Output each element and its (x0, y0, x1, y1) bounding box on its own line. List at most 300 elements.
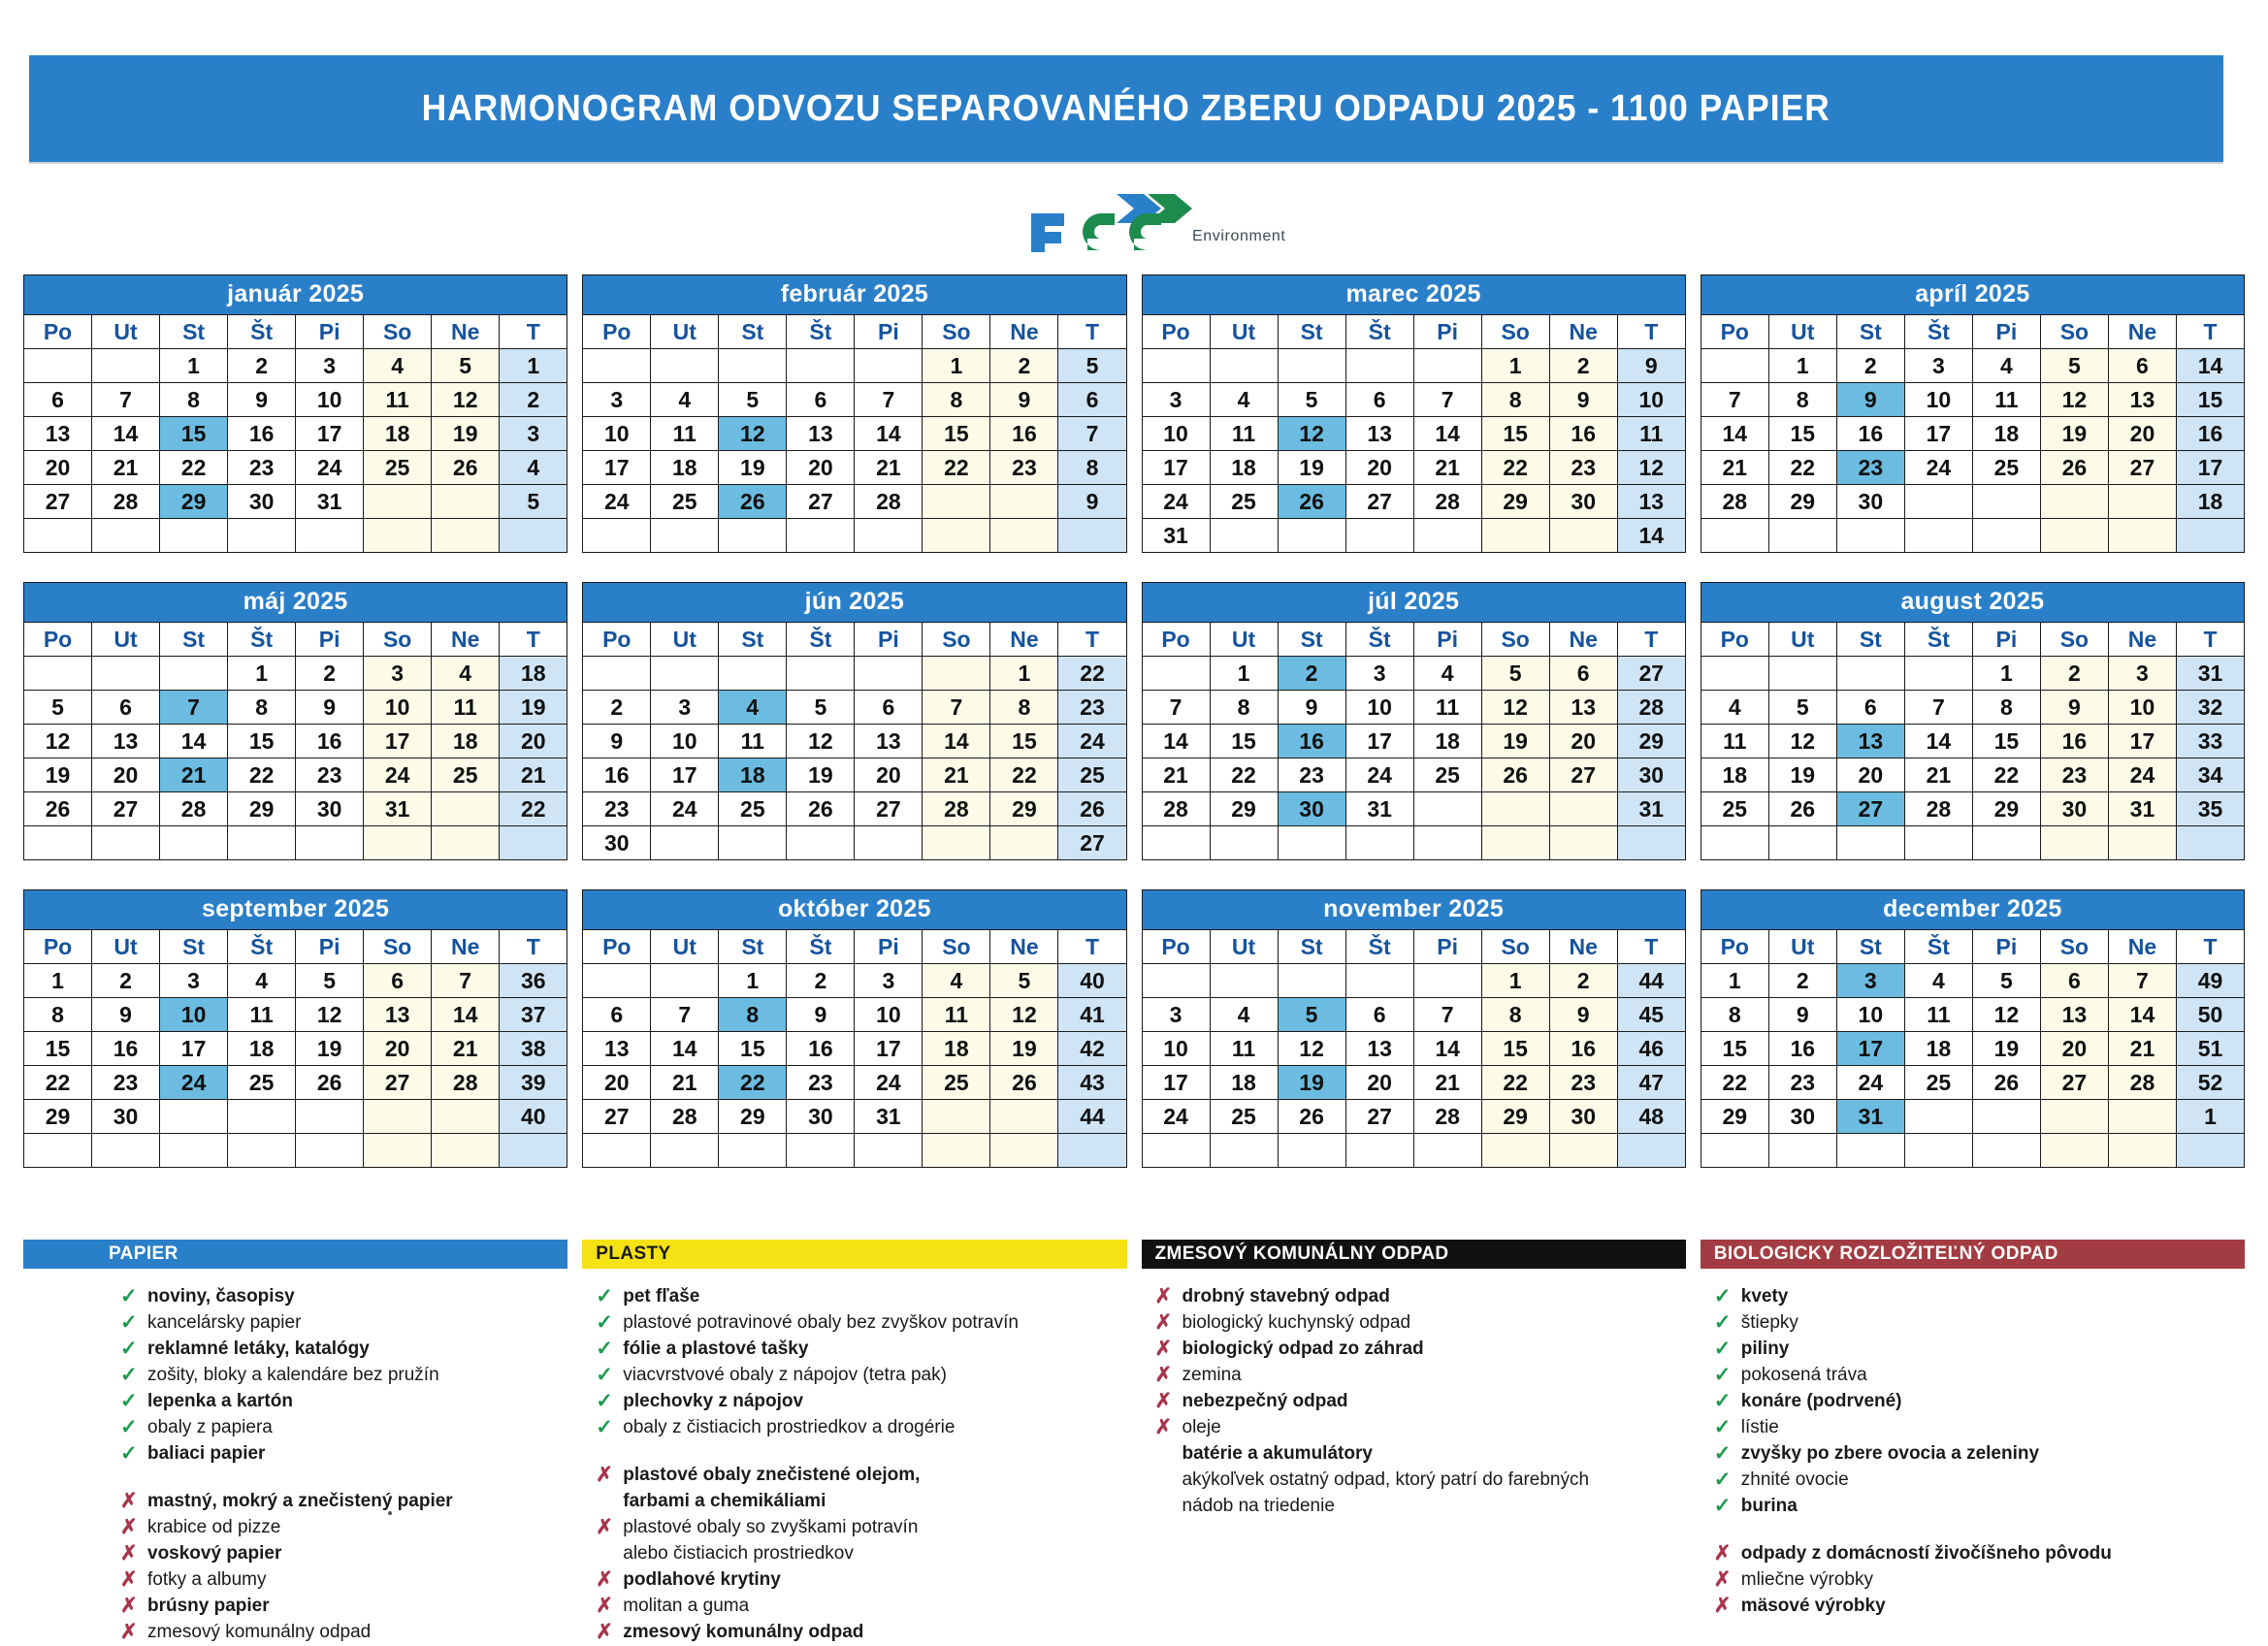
day-cell: 8 (1481, 383, 1549, 417)
week-row (1142, 1066, 1685, 1100)
weekday-header-pi: Pi (1413, 930, 1481, 964)
empty-cell (92, 826, 160, 860)
empty-cell (1278, 349, 1345, 383)
day-cell: 29 (1768, 485, 1836, 519)
legend-item (1714, 1594, 2245, 1619)
week-row (1142, 691, 1685, 725)
day-cell: 8 (1768, 383, 1836, 417)
legend-item (596, 1389, 1126, 1414)
day-cell: 1 (1972, 657, 2040, 691)
empty-cell (160, 1100, 228, 1134)
weekday-header-row (583, 930, 1126, 964)
logo-tagline: Environment (1192, 228, 1286, 244)
legend-item (1714, 1363, 2245, 1388)
legend-item (1714, 1541, 2245, 1566)
day-cell: 23 (2040, 758, 2108, 792)
week-row (24, 826, 567, 860)
legend-item-label: lepenka a kartón (147, 1391, 293, 1411)
pickup-day-cell: 5 (1278, 998, 1345, 1032)
check-icon: ✓ (1713, 1285, 1732, 1307)
empty-cell (923, 826, 990, 860)
day-cell: 1 (24, 964, 92, 998)
pickup-day-cell: 18 (719, 758, 787, 792)
empty-cell (1768, 1134, 1836, 1168)
week-row (1142, 826, 1685, 860)
weekday-header-so: So (2040, 315, 2108, 349)
day-cell: 1 (1210, 657, 1278, 691)
day-cell: 28 (1413, 485, 1481, 519)
pickup-day-cell: 27 (1836, 792, 1904, 826)
weekday-header-ut: Ut (1768, 930, 1836, 964)
empty-cell (2108, 826, 2176, 860)
week-row (1701, 519, 2244, 553)
day-cell: 30 (2040, 792, 2108, 826)
week-row (1142, 417, 1685, 451)
day-cell: 10 (1904, 383, 1972, 417)
empty-cell (719, 1134, 787, 1168)
empty-cell (990, 826, 1058, 860)
day-cell: 21 (923, 758, 990, 792)
day-cell: 5 (1481, 657, 1549, 691)
empty-cell (787, 657, 855, 691)
empty-cell (923, 1134, 990, 1168)
day-cell: 10 (2108, 691, 2176, 725)
day-cell: 13 (364, 998, 432, 1032)
day-cell: 17 (1142, 1066, 1210, 1100)
week-row (583, 417, 1126, 451)
week-number-cell: 5 (1058, 349, 1126, 383)
legend-item (596, 1489, 1126, 1514)
day-cell: 2 (1549, 964, 1617, 998)
day-cell: 5 (787, 691, 855, 725)
day-cell: 12 (296, 998, 364, 1032)
week-row (1142, 725, 1685, 758)
day-cell: 12 (24, 725, 92, 758)
empty-cell (2040, 826, 2108, 860)
empty-cell (1768, 826, 1836, 860)
empty-cell (160, 657, 228, 691)
empty-cell (1481, 1134, 1549, 1168)
weekday-header-pi: Pi (1972, 930, 2040, 964)
weekday-header-pi: Pi (1413, 623, 1481, 657)
day-cell: 3 (296, 349, 364, 383)
day-cell: 25 (1413, 758, 1481, 792)
pickup-day-cell: 13 (1836, 725, 1904, 758)
month-title: máj 2025 (23, 582, 567, 622)
legend-list (582, 1284, 1126, 1645)
week-number-cell: 50 (2176, 998, 2244, 1032)
day-cell: 6 (364, 964, 432, 998)
day-cell: 5 (24, 691, 92, 725)
day-cell: 8 (923, 383, 990, 417)
week-number-cell: 24 (1058, 725, 1126, 758)
legend-item-label: fotky a albumy (147, 1569, 267, 1590)
weekday-header-ne: Ne (1549, 623, 1617, 657)
month-title: marec 2025 (1142, 274, 1686, 314)
weekday-header-ut: Ut (92, 930, 160, 964)
week-number-cell: 22 (1058, 657, 1126, 691)
day-cell: 16 (990, 417, 1058, 451)
weekday-header-po: Po (24, 623, 92, 657)
week-row (1142, 485, 1685, 519)
empty-cell (923, 485, 990, 519)
legend-item-label: zmesový komunálny odpad (623, 1622, 864, 1642)
week-number-cell: 1 (500, 349, 567, 383)
day-cell: 26 (1481, 758, 1549, 792)
day-cell: 9 (1549, 383, 1617, 417)
day-cell: 27 (1549, 758, 1617, 792)
day-cell: 9 (583, 725, 651, 758)
legend-item (120, 1415, 567, 1440)
week-number-cell: 6 (1058, 383, 1126, 417)
day-cell: 15 (719, 1032, 787, 1066)
legend-item (1155, 1389, 1686, 1414)
week-number-cell: 5 (500, 485, 567, 519)
day-cell: 14 (1904, 725, 1972, 758)
day-cell: 10 (651, 725, 719, 758)
week-number-cell: 49 (2176, 964, 2244, 998)
legend-item-label: burina (1740, 1496, 1798, 1516)
legend-item-label: krabice od pizze (147, 1517, 281, 1537)
weekday-header-pi: Pi (855, 315, 923, 349)
day-cell: 20 (24, 451, 92, 485)
legend-item (596, 1541, 1126, 1566)
weekday-header-št: Št (228, 623, 296, 657)
week-row (1701, 792, 2244, 826)
week-number-cell: 1 (2176, 1100, 2244, 1134)
legend-item-label: nádob na triedenie (1182, 1496, 1335, 1516)
month-block (582, 274, 1126, 553)
weekday-header-t: T (500, 930, 567, 964)
day-cell: 28 (1904, 792, 1972, 826)
empty-cell (1142, 964, 1210, 998)
week-number-cell: 39 (500, 1066, 567, 1100)
day-cell: 25 (364, 451, 432, 485)
empty-cell (1836, 826, 1904, 860)
legend-item (596, 1620, 1126, 1645)
day-cell: 30 (583, 826, 651, 860)
page-title: HARMONOGRAM ODVOZU SEPAROVANÉHO ZBERU ODPADU 2025 - 1100 PAPIER (421, 87, 1831, 129)
day-cell: 12 (432, 383, 500, 417)
month-title: september 2025 (23, 889, 567, 929)
check-icon: ✓ (1713, 1311, 1732, 1334)
empty-cell (160, 519, 228, 553)
day-cell: 9 (2040, 691, 2108, 725)
legend-item-label: farbami a chemikáliami (623, 1491, 826, 1511)
day-cell: 4 (1972, 349, 2040, 383)
day-cell: 10 (1345, 691, 1413, 725)
day-cell: 7 (1413, 998, 1481, 1032)
day-cell: 19 (719, 451, 787, 485)
pickup-day-cell: 22 (719, 1066, 787, 1100)
day-cell: 21 (1142, 758, 1210, 792)
empty-cell (651, 964, 719, 998)
month-table (1142, 314, 1686, 553)
cross-icon: ✗ (596, 1595, 613, 1617)
day-cell: 30 (1836, 485, 1904, 519)
day-cell: 13 (2040, 998, 2108, 1032)
empty-cell (24, 519, 92, 553)
empty-cell (1345, 1134, 1413, 1168)
pickup-day-cell: 26 (719, 485, 787, 519)
day-cell: 27 (364, 1066, 432, 1100)
legend-item (1714, 1415, 2245, 1440)
day-cell: 6 (855, 691, 923, 725)
month-title: júl 2025 (1142, 582, 1686, 622)
week-number-cell: 16 (2176, 417, 2244, 451)
legend-item-label: nebezpečný odpad (1182, 1391, 1348, 1411)
day-cell: 3 (1142, 383, 1210, 417)
week-row (24, 485, 567, 519)
weekday-header-st: St (1278, 930, 1345, 964)
legend-item-label: zošity, bloky a kalendáre bez pružín (147, 1365, 439, 1385)
day-cell: 21 (1413, 1066, 1481, 1100)
weekday-header-row (1701, 623, 2244, 657)
weekday-header-pi: Pi (296, 315, 364, 349)
day-cell: 20 (1549, 725, 1617, 758)
day-cell: 11 (1972, 383, 2040, 417)
month-title: október 2025 (582, 889, 1126, 929)
scan-artifact-dot (388, 1511, 392, 1515)
week-row (1701, 485, 2244, 519)
week-row (583, 792, 1126, 826)
legend-item (596, 1415, 1126, 1440)
empty-cell (787, 826, 855, 860)
empty-cell (990, 519, 1058, 553)
week-row (1142, 998, 1685, 1032)
day-cell: 12 (1278, 1032, 1345, 1066)
empty-cell (364, 485, 432, 519)
empty-cell (787, 519, 855, 553)
empty-cell (1413, 519, 1481, 553)
day-cell: 22 (1481, 451, 1549, 485)
pickup-day-cell: 26 (1278, 485, 1345, 519)
day-cell: 20 (1345, 451, 1413, 485)
day-cell: 23 (787, 1066, 855, 1100)
weekday-header-st: St (160, 930, 228, 964)
week-number-cell: 40 (500, 1100, 567, 1134)
empty-cell (1904, 826, 1972, 860)
day-cell: 26 (296, 1066, 364, 1100)
day-cell: 10 (364, 691, 432, 725)
pickup-day-cell: 31 (1836, 1100, 1904, 1134)
week-number-cell: 31 (1617, 792, 1685, 826)
day-cell: 12 (990, 998, 1058, 1032)
legend-item (120, 1594, 567, 1619)
day-cell: 16 (1836, 417, 1904, 451)
empty-cell (1278, 826, 1345, 860)
weekday-header-št: Št (228, 930, 296, 964)
empty-cell (1549, 826, 1617, 860)
legend-item-label: kancelársky papier (147, 1312, 302, 1333)
day-cell: 13 (1549, 691, 1617, 725)
week-number-cell: 40 (1058, 964, 1126, 998)
week-number-cell: 38 (500, 1032, 567, 1066)
day-cell: 15 (990, 725, 1058, 758)
week-row (24, 691, 567, 725)
week-number-cell: 9 (1617, 349, 1685, 383)
day-cell: 18 (1413, 725, 1481, 758)
empty-cell (432, 792, 500, 826)
day-cell: 24 (364, 758, 432, 792)
empty-cell (92, 657, 160, 691)
day-cell: 7 (1413, 383, 1481, 417)
day-cell: 15 (228, 725, 296, 758)
cross-icon: ✗ (596, 1464, 613, 1486)
empty-cell (1836, 1134, 1904, 1168)
day-cell: 15 (1481, 417, 1549, 451)
legend-item-label: drobný stavebný odpad (1182, 1286, 1390, 1307)
day-cell: 5 (432, 349, 500, 383)
weekday-header-st: St (719, 315, 787, 349)
legend-item (596, 1363, 1126, 1388)
day-cell: 13 (1345, 417, 1413, 451)
legend-column-papier (23, 1240, 567, 1646)
cross-icon: ✗ (120, 1595, 138, 1617)
week-row (583, 691, 1126, 725)
week-number-cell: 48 (1617, 1100, 1685, 1134)
cross-icon: ✗ (1713, 1595, 1732, 1617)
empty-cell (2108, 519, 2176, 553)
day-cell: 18 (1904, 1032, 1972, 1066)
week-row (583, 485, 1126, 519)
check-icon: ✓ (596, 1364, 613, 1386)
month-block (1142, 889, 1686, 1168)
week-number-cell: 41 (1058, 998, 1126, 1032)
weekday-header-row (583, 623, 1126, 657)
day-cell: 18 (432, 725, 500, 758)
legend-item (120, 1441, 567, 1467)
legend-column-plasty (582, 1240, 1126, 1646)
week-row (1701, 826, 2244, 860)
empty-cell (2108, 1100, 2176, 1134)
week-number-cell: 4 (500, 451, 567, 485)
empty-cell (923, 1100, 990, 1134)
day-cell: 4 (364, 349, 432, 383)
empty-cell (364, 1134, 432, 1168)
month-title: január 2025 (23, 274, 567, 314)
month-title: november 2025 (1142, 889, 1686, 929)
legend-item (1155, 1337, 1686, 1362)
check-icon: ✓ (120, 1416, 138, 1438)
pickup-day-cell: 10 (160, 998, 228, 1032)
week-number-cell: 21 (500, 758, 567, 792)
weekday-header-st: St (1278, 623, 1345, 657)
day-cell: 16 (1549, 417, 1617, 451)
day-cell: 17 (583, 451, 651, 485)
weekday-header-row (24, 315, 567, 349)
day-cell: 3 (583, 383, 651, 417)
week-row (24, 758, 567, 792)
empty-cell (228, 1100, 296, 1134)
day-cell: 22 (228, 758, 296, 792)
day-cell: 10 (583, 417, 651, 451)
day-cell: 14 (92, 417, 160, 451)
day-cell: 25 (1904, 1066, 1972, 1100)
day-cell: 8 (160, 383, 228, 417)
empty-cell (1768, 519, 1836, 553)
legend-title-papier: PAPIER (23, 1240, 567, 1269)
legend-item (120, 1541, 567, 1566)
pickup-day-cell: 21 (160, 758, 228, 792)
week-row (583, 758, 1126, 792)
day-cell: 23 (92, 1066, 160, 1100)
day-cell: 18 (1972, 417, 2040, 451)
day-cell: 7 (855, 383, 923, 417)
empty-cell (1345, 964, 1413, 998)
month-title: august 2025 (1701, 582, 2245, 622)
day-cell: 25 (1972, 451, 2040, 485)
day-cell: 5 (1278, 383, 1345, 417)
day-cell: 5 (296, 964, 364, 998)
day-cell: 25 (1210, 485, 1278, 519)
day-cell: 10 (855, 998, 923, 1032)
day-cell: 9 (296, 691, 364, 725)
week-row (583, 451, 1126, 485)
week-number-cell (500, 826, 567, 860)
day-cell: 17 (364, 725, 432, 758)
legend-item (1155, 1415, 1686, 1440)
empty-cell (1142, 826, 1210, 860)
legend-item-label: zmesový komunálny odpad (147, 1622, 372, 1642)
empty-cell (1836, 519, 1904, 553)
day-cell: 7 (1701, 383, 1768, 417)
week-number-cell: 10 (1617, 383, 1685, 417)
empty-cell (1701, 349, 1768, 383)
weekday-header-ut: Ut (92, 623, 160, 657)
empty-cell (1413, 1134, 1481, 1168)
month-table (23, 314, 567, 553)
day-cell: 20 (92, 758, 160, 792)
legend-item-label: noviny, časopisy (147, 1286, 295, 1307)
day-cell: 11 (1701, 725, 1768, 758)
month-table (582, 622, 1126, 860)
day-cell: 26 (1768, 792, 1836, 826)
legend-item-label: plastové obaly znečistené olejom, (623, 1465, 921, 1485)
day-cell: 11 (1210, 1032, 1278, 1066)
weekday-header-ut: Ut (651, 315, 719, 349)
empty-cell (855, 1134, 923, 1168)
month-block (23, 889, 567, 1168)
weekday-header-ut: Ut (1210, 315, 1278, 349)
day-cell: 6 (787, 383, 855, 417)
weekday-header-t: T (500, 623, 567, 657)
day-cell: 18 (923, 1032, 990, 1066)
day-cell: 13 (1345, 1032, 1413, 1066)
empty-cell (160, 826, 228, 860)
weekday-header-po: Po (583, 315, 651, 349)
day-cell: 17 (1345, 725, 1413, 758)
week-number-cell: 29 (1617, 725, 1685, 758)
week-row (1142, 964, 1685, 998)
week-number-cell: 52 (2176, 1066, 2244, 1100)
day-cell: 13 (855, 725, 923, 758)
week-row (583, 1032, 1126, 1066)
week-number-cell: 43 (1058, 1066, 1126, 1100)
week-row (583, 1134, 1126, 1168)
day-cell: 13 (787, 417, 855, 451)
week-number-cell: 15 (2176, 383, 2244, 417)
month-title: december 2025 (1701, 889, 2245, 929)
week-row (1701, 758, 2244, 792)
week-number-cell: 19 (500, 691, 567, 725)
week-number-cell: 2 (500, 383, 567, 417)
empty-cell (1345, 349, 1413, 383)
legend-item-label: brúsny papier (147, 1596, 270, 1616)
day-cell: 28 (1413, 1100, 1481, 1134)
legend-item (596, 1567, 1126, 1593)
week-number-cell: 17 (2176, 451, 2244, 485)
